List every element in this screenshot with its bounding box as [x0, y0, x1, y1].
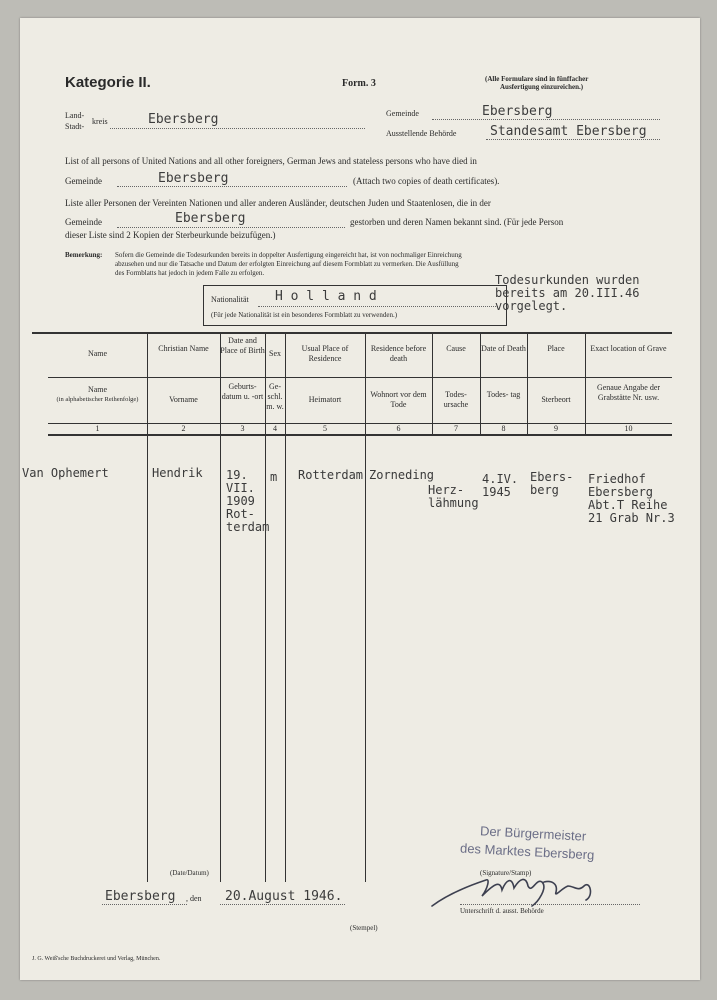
signature-label: (Signature/Stamp): [480, 869, 532, 877]
col-5-de: Heimatort: [308, 395, 342, 404]
col-1-de: Name: [87, 385, 108, 394]
col-6-num: 6: [396, 424, 401, 433]
col-divider-2: [220, 332, 221, 882]
col-1-de-sub: (in alphabetischer Reihenfolge): [56, 396, 139, 403]
kreis-value: Ebersberg: [148, 112, 219, 127]
col-divider-5: [365, 332, 366, 882]
row-cause: Herz- lähmung: [428, 483, 479, 510]
copies-note-2: Ausfertigung einzureichen.): [500, 83, 584, 91]
unterschrift-label: Unterschrift d. ausst. Behörde: [460, 907, 544, 915]
gemeinde-value-top: Ebersberg: [482, 104, 553, 119]
col-9-de: Sterbeort: [541, 395, 571, 404]
behoerde-dotline: [486, 139, 660, 140]
behoerde-value: Standesamt Ebersberg: [490, 124, 647, 139]
stamp-line-1: Der Bürgermeister: [479, 823, 587, 844]
col-8-de: Todes- tag: [486, 390, 521, 399]
typed-note-3: vorgelegt.: [495, 299, 568, 313]
date-value: 20.August 1946.: [225, 889, 343, 904]
land-label: Land-: [65, 111, 85, 120]
col-divider-3: [265, 332, 266, 882]
behoerde-label: Ausstellende Behörde: [386, 129, 457, 138]
nationality-value: H o l l a n d: [275, 289, 377, 304]
place-dotline: [102, 904, 187, 905]
col-9-en: Place: [547, 344, 565, 353]
col-5-num: 5: [323, 424, 327, 433]
remark-line-3: des Formblatts hat jedoch in jedem Falle zu erfolgen.: [115, 269, 265, 277]
date-label: (Date/Datum): [170, 869, 209, 877]
table-top-line: [32, 332, 672, 334]
printer-imprint: J. G. Weiß'sche Buchdruckerei und Verlag, München.: [32, 956, 161, 962]
col-1-en: Name: [87, 349, 108, 358]
date-dotline: [220, 904, 345, 905]
col-7-num: 7: [454, 424, 458, 433]
typed-note-2: bereits am 20.III.46: [495, 286, 640, 300]
col-6-de: Wohnort vor dem Tode: [370, 390, 427, 409]
document-sheet: [20, 18, 700, 980]
row-usual-residence: Rotterdam: [298, 468, 364, 482]
english-gemeinde-value: Ebersberg: [158, 171, 229, 186]
col-3-num: 3: [240, 424, 245, 433]
german-gemeinde-dotline: [117, 227, 345, 228]
col-6-en: Residence before death: [370, 344, 427, 363]
table-mid-line: [48, 377, 672, 378]
col-divider-1: [147, 332, 148, 882]
col-4-de: Ge- schl. m. w.: [266, 382, 284, 411]
row-sex: m: [270, 470, 278, 484]
col-2-de: Vorname: [169, 395, 198, 404]
nationality-label: Nationalität: [211, 295, 249, 304]
remark-line-1: Sofern die Gemeinde die Todesurkunden bereits in doppelter Ausfertigung eingereicht hat, ist von nochmaliger Einreichung: [115, 251, 462, 259]
english-attach: (Attach two copies of death certificates).: [353, 176, 500, 186]
stamp-line-2: des Marktes Ebersberg: [459, 840, 595, 863]
col-5-en: Usual Place of Residence: [301, 344, 349, 363]
col-2-num: 2: [181, 424, 186, 433]
nationality-dotline: [258, 306, 498, 307]
copies-note-1: (Alle Formulare sind in fünffacher: [485, 75, 589, 83]
row-christian-name: Hendrik: [152, 466, 203, 480]
remark-label: Bemerkung:: [65, 251, 103, 259]
gemeinde-label-top: Gemeinde: [386, 109, 419, 118]
row-birth: 19. VII. 1909 Rot- terdam: [226, 468, 270, 534]
german-gemeinde-label: Gemeinde: [65, 217, 102, 227]
col-3-en: Date and Place of Birth: [220, 336, 265, 355]
row-grave: Friedhof Ebersberg Abt.T Reihe 21 Grab Nr.3: [588, 472, 675, 525]
stempel-label: (Stempel): [350, 924, 378, 932]
col-2-en: Christian Name: [158, 344, 209, 353]
german-text-1: Liste aller Personen der Vereinten Nationen und aller anderen Ausländer, deutschen Juden und Staatenlosen, die in der: [65, 198, 491, 208]
kreis-dotline: [110, 128, 365, 129]
den-label: , den: [186, 894, 202, 903]
col-10-en: Exact location of Grave: [590, 344, 667, 353]
col-1-num: 1: [95, 424, 100, 433]
signature-scribble: [428, 866, 608, 916]
col-8-en: Date of Death: [481, 344, 526, 353]
col-9-num: 9: [554, 424, 558, 433]
english-text-1: List of all persons of United Nations and all other foreigners, German Jews and stateless persons who have died in: [65, 156, 477, 166]
kreis-label: kreis: [92, 117, 108, 126]
remark-line-2: abzusehen und nur die Tatsache und Datum der erfolgten Einreichung auf diesem Formblatt zu vermerken. Die Ausfüllung: [115, 260, 459, 268]
stadt-label: Stadt-: [65, 122, 85, 131]
col-8-num: 8: [501, 424, 506, 433]
gemeinde-dotline-top: [432, 119, 660, 120]
col-10-num: 10: [624, 424, 633, 433]
col-3-de: Geburts- datum u. -ort: [221, 382, 264, 401]
nationality-note: (Für jede Nationalität ist ein besonderes Formblatt zu verwenden.): [211, 311, 398, 319]
row-date-of-death: 4.IV. 1945: [482, 472, 519, 499]
english-gemeinde-label: Gemeinde: [65, 176, 102, 186]
col-10-de: Genaue Angabe der Grabstätte Nr. usw.: [596, 383, 661, 402]
category-title: Kategorie II.: [65, 74, 151, 91]
table-bottom-line: [48, 434, 672, 436]
english-gemeinde-dotline: [117, 186, 347, 187]
german-gemeinde-value: Ebersberg: [175, 211, 246, 226]
col-7-en: Cause: [446, 344, 466, 353]
row-name: Van Ophemert: [22, 466, 109, 480]
german-text-3: dieser Liste sind 2 Kopien der Sterbeurkunde beizufügen.): [65, 230, 276, 240]
row-residence-before-death: Zorneding: [369, 468, 435, 482]
form-number: Form. 3: [342, 78, 376, 89]
place-value: Ebersberg: [105, 889, 176, 904]
col-7-de: Todes- ursache: [443, 390, 469, 409]
row-place: Ebers- berg: [530, 470, 574, 497]
german-text-after: gestorben und deren Namen bekannt sind. (Für jede Person: [350, 217, 564, 227]
typed-note-1: Todesurkunden wurden: [495, 273, 640, 287]
col-4-num: 4: [273, 424, 277, 433]
col-divider-4: [285, 332, 286, 882]
col-4-en: Sex: [269, 349, 281, 358]
